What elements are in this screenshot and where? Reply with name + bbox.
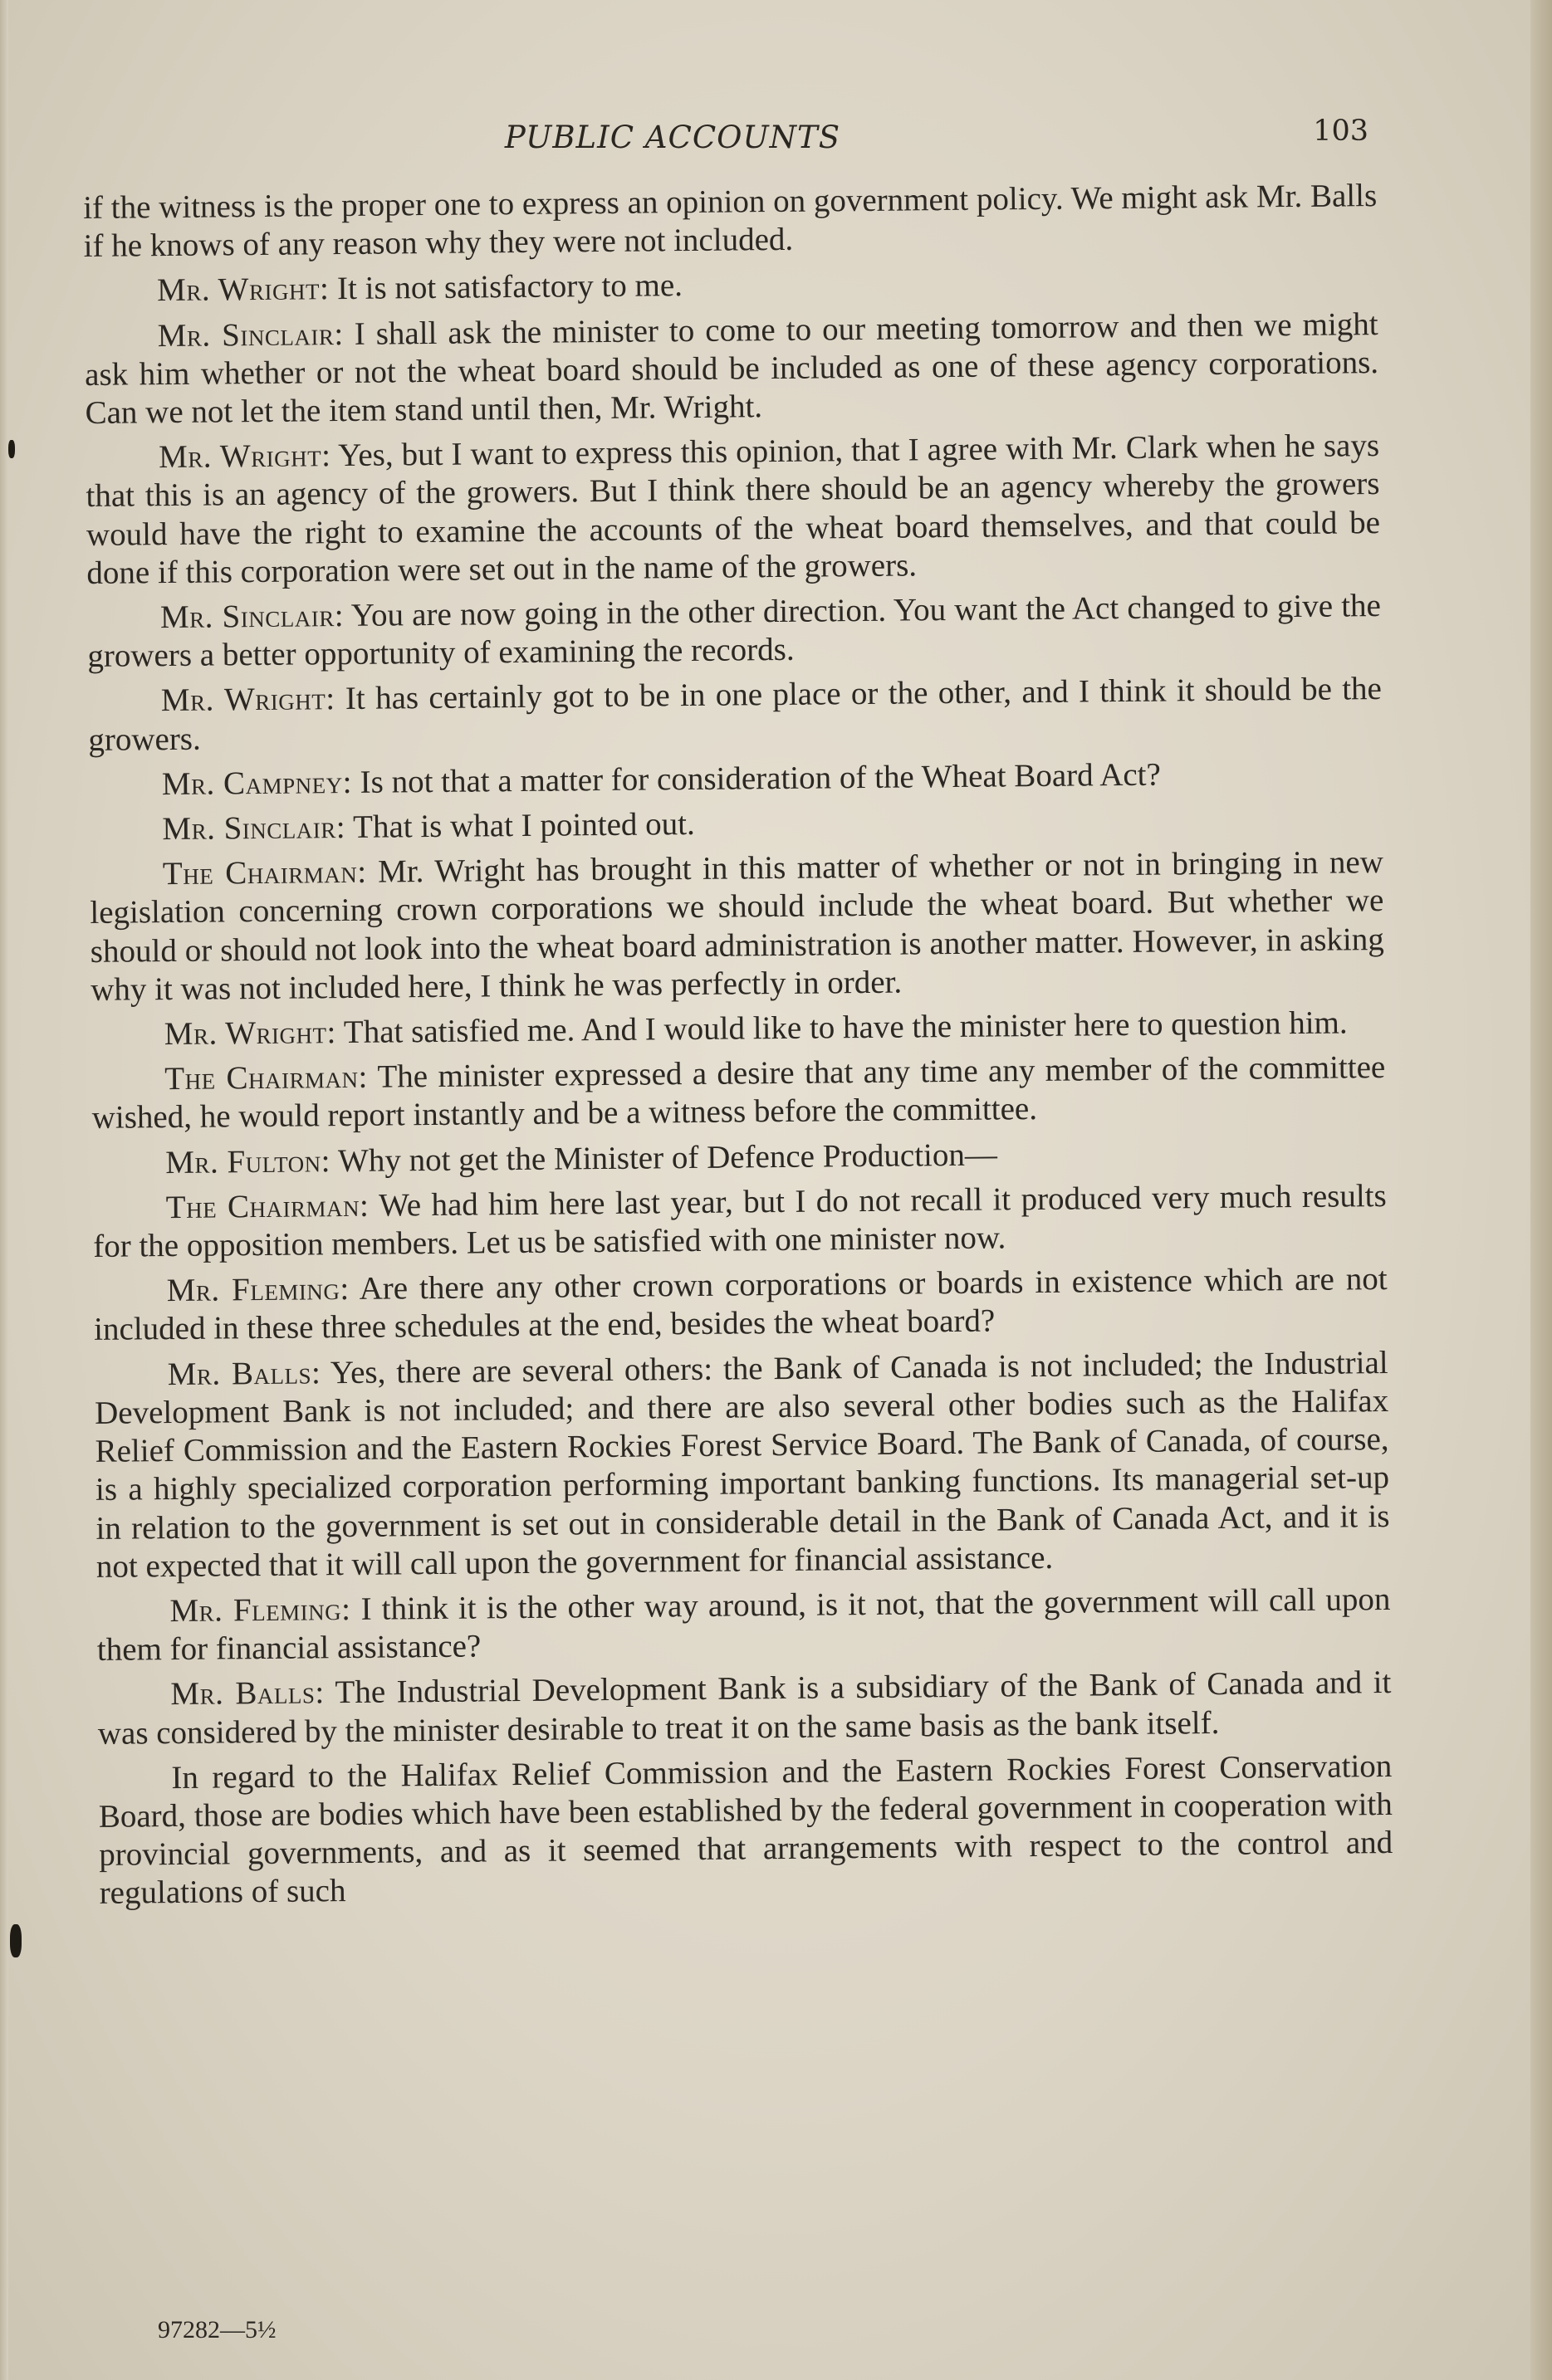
paragraph — [84, 305, 1378, 433]
paragraph — [84, 260, 1378, 310]
speaker-name: The Chairman: — [164, 1059, 369, 1097]
speaker-name: Mr. Fleming: — [169, 1591, 351, 1629]
paragraph — [91, 1048, 1386, 1137]
paragraph-text: That satisfied me. And I would like to have the minister here to question him. — [343, 1004, 1348, 1051]
paragraph — [88, 670, 1383, 759]
page-number: 103 — [1313, 115, 1368, 148]
speaker-name: Mr. Sinclair: — [157, 315, 344, 354]
page-header — [83, 115, 1378, 164]
binding-mark — [8, 440, 15, 458]
running-title: PUBLIC ACCOUNTS — [504, 120, 841, 155]
paragraph-text: That is what I pointed out. — [352, 806, 695, 845]
speaker-name: Mr. Wright: — [160, 681, 335, 719]
paragraph-text: In regard to the Halifax Relief Commission and the Eastern Rockies Forest Conservation Board, those are bodies which have been established by the federal government in cooperation with provincial governments, and as it seemed that arrangements with respect to the control and regulations of such — [98, 1747, 1393, 1912]
paragraph-text: if the witness is the proper one to express an opinion on government policy. We might ask Mr. Balls if he knows of any reason why they were not included. — [83, 178, 1378, 265]
binding-mark — [10, 1924, 22, 1957]
paragraph-text: You are now going in the other direction. You want the Act changed to give the growers a better opportunity of examining the records. — [87, 588, 1382, 675]
paragraph — [89, 754, 1383, 804]
paragraph-text: I think it is the other way around, is it not, that the government will call upon them for financial assistance? — [96, 1581, 1391, 1669]
speaker-name: Mr. Sinclair: — [159, 598, 345, 636]
page-right-edge — [1530, 0, 1552, 2380]
paragraph-text: The minister expressed a desire that any time any member of the committee wished, he would report instantly and be a witness before the committee. — [91, 1049, 1386, 1136]
transcript-body — [83, 177, 1393, 1919]
speaker-name: Mr. Fleming: — [166, 1271, 350, 1309]
paragraph-text: It is not satisfactory to me. — [336, 267, 683, 307]
paragraph — [96, 1581, 1391, 1669]
speaker-name: The Chairman: — [162, 854, 367, 892]
paragraph — [90, 843, 1385, 1009]
paragraph — [91, 1004, 1385, 1054]
paragraph-text: I shall ask the minister to come to our meeting tomorrow and then we might ask him whether or not the wheat board should be included as one of these agency corporations. Can we not let the item stand until then, Mr. Wright. — [84, 305, 1379, 432]
paragraph — [97, 1664, 1392, 1752]
paragraph — [93, 1177, 1388, 1266]
paragraph-text: Why not get the Minister of Defence Production— — [337, 1136, 998, 1179]
paragraph-text: The Industrial Development Bank is a subsidiary of the Bank of Canada and it was considered by the minister desirable to treat it on the same basis as the bank itself. — [97, 1664, 1392, 1752]
speaker-name: Mr. Wright: — [164, 1014, 337, 1053]
paragraph — [87, 587, 1382, 676]
paragraph — [89, 799, 1383, 849]
paragraph-text: Are there any other crown corporations or boards in existence which are not included in these three schedules at the end, besides the wheat board? — [93, 1261, 1388, 1348]
paragraph — [94, 1260, 1388, 1349]
speaker-name: Mr. Balls: — [167, 1355, 321, 1392]
paragraph — [98, 1747, 1393, 1913]
paragraph — [92, 1132, 1386, 1183]
paragraph — [86, 427, 1381, 593]
speaker-name: Mr. Wright: — [158, 437, 331, 476]
printer-signature: 97282—5½ — [158, 2316, 277, 2343]
paragraph-text: Yes, there are several others: the Bank of Canada is not included; the Industrial Development Bank is not included; and there are also several other bodies such as the Halifax Relief Commission and the Eastern Rockies Forest Service Board. The Bank of Canada, of course, is a highly specialized corporation performing important banking functions. Its managerial set-up in relation to the government is set out in considerable detail in the Bank of Canada Act, and it is not expected that it will call upon the government for financial assistance. — [94, 1344, 1390, 1585]
page-left-edge — [0, 0, 8, 2380]
speaker-name: Mr. Fulton: — [165, 1142, 331, 1180]
speaker-name: Mr. Balls: — [170, 1674, 325, 1713]
paragraph-text: Yes, but I want to express this opinion, that I agree with Mr. Clark when he says that this is an agency of the growers. But I think there should be an agency whereby the growers would have the right to examine the accounts of the wheat board themselves, and that could be done if this corporation were set out in the name of the growers. — [86, 428, 1381, 591]
paragraph-text: Mr. Wright has brought in this matter of whether or not in bringing in new legislation concerning crown corporations we should include the wheat board. But whether we should or should not look into the wheat board administration is another matter. However, in asking why it was not included here, I think he was perfectly in order. — [90, 844, 1384, 1008]
paragraph-text: Is not that a matter for consideration of the Wheat Board Act? — [360, 756, 1162, 800]
paragraph-text: We had him here last year, but I do not recall it produced very much results for the opposition members. Let us be satisfied with one minister now. — [93, 1177, 1387, 1265]
paragraph — [94, 1344, 1390, 1586]
paragraph-text: It has certainly got to be in one place or the other, and I think it should be the growers. — [88, 671, 1383, 758]
speaker-name: The Chairman: — [165, 1187, 370, 1225]
speaker-name: Mr. Sinclair: — [162, 809, 346, 848]
paragraph — [83, 177, 1378, 266]
speaker-name: Mr. Wright: — [156, 271, 330, 309]
speaker-name: Mr. Campney: — [161, 764, 353, 802]
